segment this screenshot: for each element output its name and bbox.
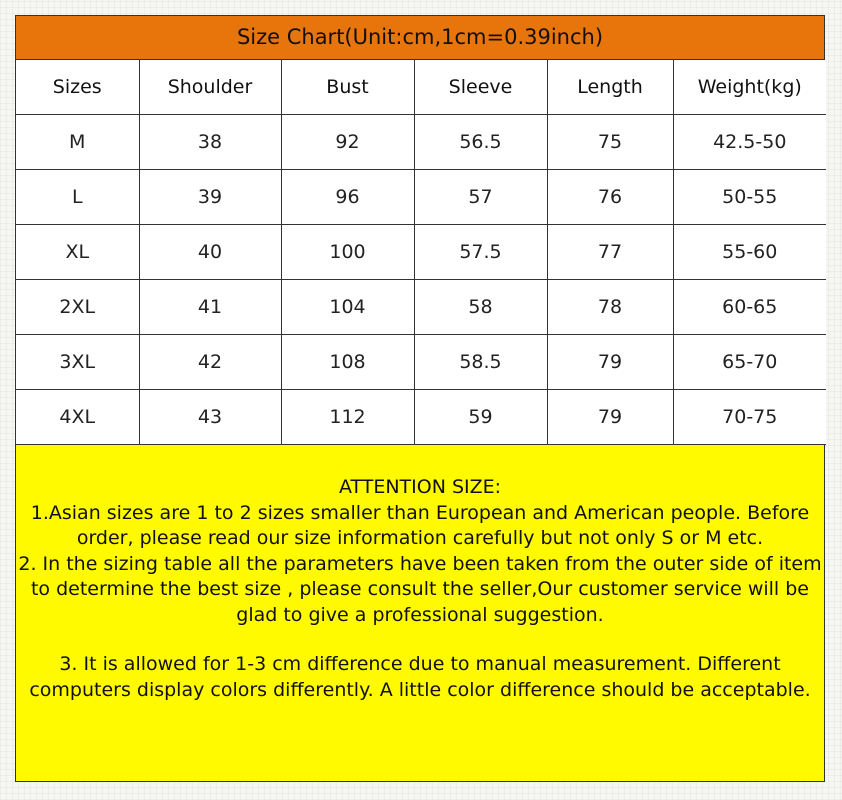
- size-table: [16, 60, 826, 445]
- size-cell: L: [16, 170, 139, 225]
- bust-cell: 96: [281, 170, 414, 225]
- sleeve-cell: 57.5: [414, 225, 547, 280]
- weight-cell: 60-65: [673, 280, 826, 335]
- notes-spacer: [16, 628, 824, 652]
- notes-heading: ATTENTION SIZE:: [338, 476, 502, 498]
- bust-cell: 108: [281, 335, 414, 390]
- size-chart: [15, 15, 825, 782]
- header-cell: Bust: [281, 60, 414, 115]
- table-row: [16, 280, 826, 335]
- attention-notes: [16, 445, 824, 781]
- header-cell: Shoulder: [139, 60, 281, 115]
- bust-cell: 112: [281, 390, 414, 445]
- table-row: [16, 335, 826, 390]
- shoulder-cell: 42: [139, 335, 281, 390]
- bust-cell: 100: [281, 225, 414, 280]
- length-cell: 76: [547, 170, 673, 225]
- weight-cell: 42.5-50: [673, 115, 826, 170]
- chart-title: Size Chart(Unit:cm,1cm=0.39inch): [16, 16, 824, 60]
- table-row: [16, 225, 826, 280]
- header-cell: Sleeve: [414, 60, 547, 115]
- table-row: [16, 115, 826, 170]
- sleeve-cell: 58: [414, 280, 547, 335]
- sleeve-cell: 59: [414, 390, 547, 445]
- size-cell: 2XL: [16, 280, 139, 335]
- header-cell: Weight(kg): [673, 60, 826, 115]
- length-cell: 78: [547, 280, 673, 335]
- shoulder-cell: 38: [139, 115, 281, 170]
- size-cell: 4XL: [16, 390, 139, 445]
- length-cell: 79: [547, 390, 673, 445]
- header-cell: Sizes: [16, 60, 139, 115]
- note-asian-sizes: 1.Asian sizes are 1 to 2 sizes smaller than European and American people. Before order, please read our size information carefully but not only S or M etc.: [30, 501, 810, 549]
- shoulder-cell: 40: [139, 225, 281, 280]
- note-difference: 3. It is allowed for 1-3 cm difference due to manual measurement. Different computers display colors differently. A little color difference should be acceptable.: [29, 653, 811, 701]
- bust-cell: 104: [281, 280, 414, 335]
- table-header-row: [16, 60, 826, 115]
- sleeve-cell: 57: [414, 170, 547, 225]
- shoulder-cell: 39: [139, 170, 281, 225]
- shoulder-cell: 43: [139, 390, 281, 445]
- note-measurement-method: 2. In the sizing table all the parameters have been taken from the outer side of item to determine the best size , please consult the seller,Our customer service will be glad to give a professional suggestion.: [18, 552, 822, 626]
- size-cell: XL: [16, 225, 139, 280]
- length-cell: 79: [547, 335, 673, 390]
- weight-cell: 65-70: [673, 335, 826, 390]
- bust-cell: 92: [281, 115, 414, 170]
- shoulder-cell: 41: [139, 280, 281, 335]
- length-cell: 77: [547, 225, 673, 280]
- weight-cell: 50-55: [673, 170, 826, 225]
- weight-cell: 70-75: [673, 390, 826, 445]
- table-row: [16, 390, 826, 445]
- sleeve-cell: 58.5: [414, 335, 547, 390]
- weight-cell: 55-60: [673, 225, 826, 280]
- size-cell: M: [16, 115, 139, 170]
- sleeve-cell: 56.5: [414, 115, 547, 170]
- table-row: [16, 170, 826, 225]
- size-cell: 3XL: [16, 335, 139, 390]
- length-cell: 75: [547, 115, 673, 170]
- header-cell: Length: [547, 60, 673, 115]
